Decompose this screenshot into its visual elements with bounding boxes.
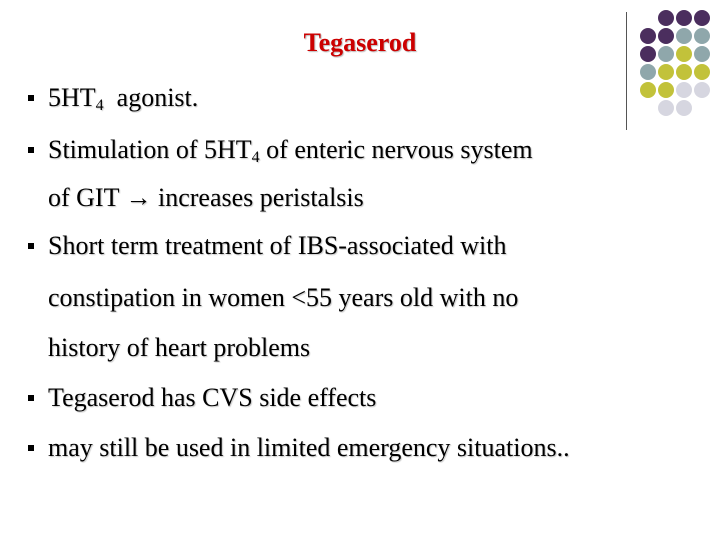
decorative-dot	[640, 64, 656, 80]
decorative-dot	[640, 82, 656, 98]
slide-title: Tegaserod	[303, 28, 417, 57]
decorative-dot-grid	[640, 10, 720, 120]
bullet-text: history of heart problems	[48, 333, 311, 362]
bullet-marker	[28, 445, 34, 451]
decorative-dot	[694, 46, 710, 62]
decorative-dot	[658, 46, 674, 62]
decorative-dot	[658, 100, 674, 116]
bullet-text: Tegaserod has CVS side effects	[48, 383, 377, 412]
decorative-dot	[658, 82, 674, 98]
bullet-text: $5HT_4$ agonist.	[48, 83, 199, 114]
bullet-marker	[28, 95, 34, 101]
bullet-text: of GIT → increases peristalsis	[48, 183, 364, 212]
decorative-dot	[640, 28, 656, 44]
bullet-marker	[28, 243, 34, 249]
decorative-dot	[676, 10, 692, 26]
bullet-text: Stimulation of $5HT_4$ of enteric nervous system	[48, 135, 533, 166]
bullet-marker	[28, 395, 34, 401]
decorative-dot	[676, 82, 692, 98]
decorative-dot	[676, 100, 692, 116]
decorative-dot	[658, 64, 674, 80]
decorative-dot	[694, 28, 710, 44]
decorative-divider	[626, 12, 627, 130]
bullet-text: Short term treatment of IBS-associated with	[48, 231, 507, 260]
decorative-dot	[694, 64, 710, 80]
bullet-text: may still be used in limited emergency situations..	[48, 433, 570, 462]
bullet-text: constipation in women <55 years old with no	[48, 283, 519, 312]
decorative-dot	[640, 46, 656, 62]
decorative-dot	[676, 46, 692, 62]
decorative-dot	[694, 82, 710, 98]
bullet-marker	[28, 147, 34, 153]
decorative-dot	[676, 64, 692, 80]
decorative-dot	[658, 10, 674, 26]
decorative-dot	[658, 28, 674, 44]
decorative-dot	[694, 10, 710, 26]
decorative-dot	[676, 28, 692, 44]
